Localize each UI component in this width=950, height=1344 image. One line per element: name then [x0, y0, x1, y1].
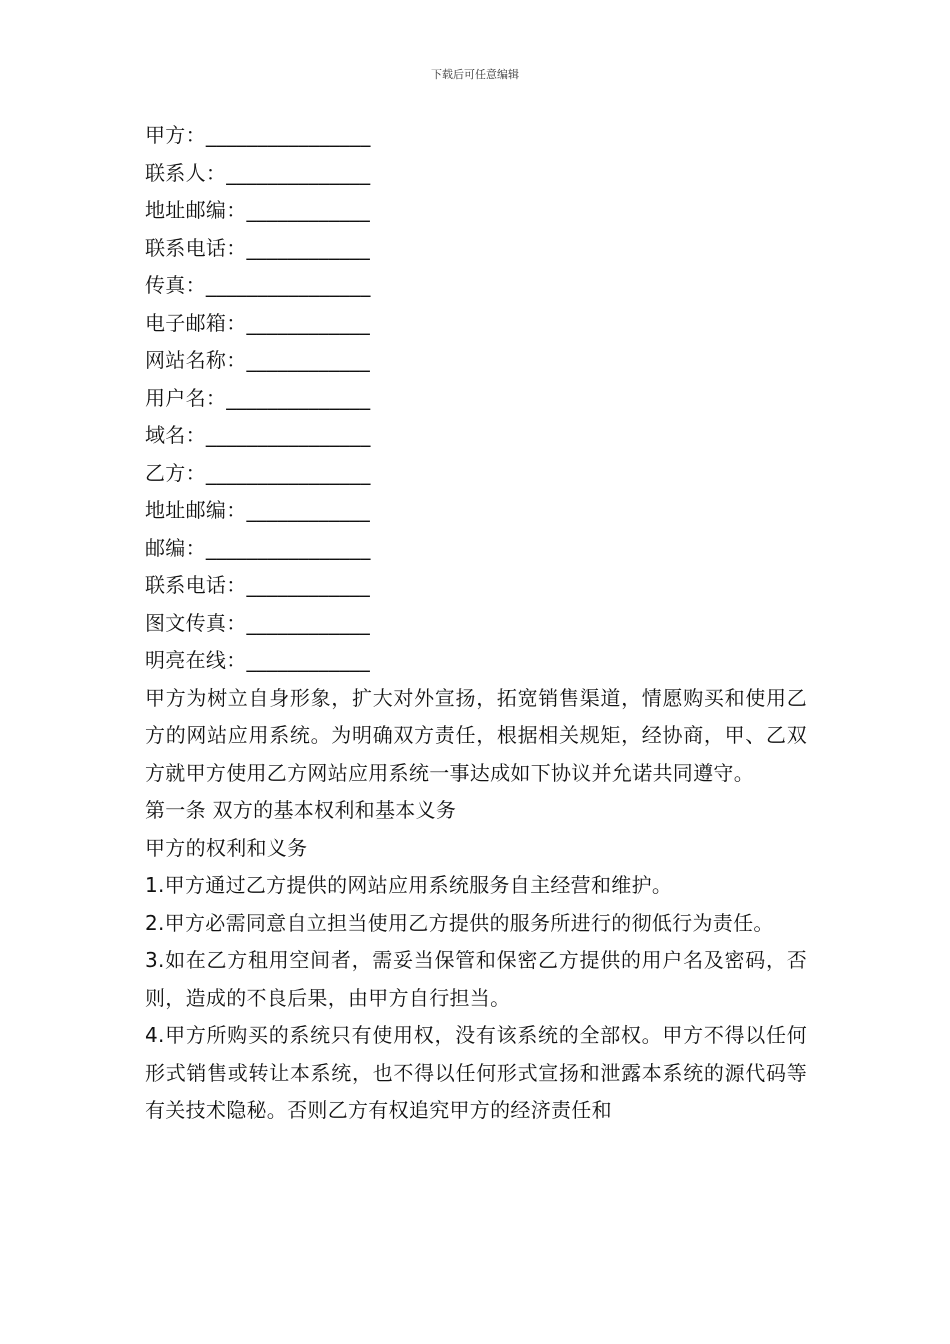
- page-header-note: 下载后可任意编辑: [431, 68, 519, 81]
- form-field-row: [145, 455, 807, 493]
- form-field-row: [145, 117, 807, 155]
- field-blank-line: ______________: [226, 385, 371, 410]
- form-field-row: [145, 267, 807, 305]
- field-blank-line: ________________: [205, 535, 371, 560]
- form-field-row: [145, 192, 807, 230]
- field-label: 地址邮编：: [145, 498, 247, 522]
- field-blank-line: ________________: [205, 123, 371, 147]
- field-blank-line: ____________: [246, 198, 371, 222]
- field-label: 明亮在线：: [145, 648, 247, 672]
- field-blank-line: ______________: [226, 160, 371, 185]
- field-blank-line: ____________: [246, 573, 371, 597]
- form-field-row: [145, 642, 807, 680]
- field-label: 用户名：: [145, 385, 227, 410]
- form-field-row: [145, 605, 807, 643]
- article-1-title: 第一条 双方的基本权利和基本义务: [145, 798, 457, 822]
- field-blank-line: ________________: [205, 423, 371, 447]
- field-blank-line: ____________: [246, 498, 371, 522]
- field-blank-line: ____________: [246, 310, 371, 335]
- form-field-row: [145, 492, 807, 530]
- form-field-row: [145, 230, 807, 268]
- field-blank-line: ____________: [246, 348, 371, 372]
- contact-field-list: [145, 117, 807, 680]
- field-label: 联系人：: [145, 160, 227, 185]
- field-label: 地址邮编：: [145, 198, 247, 222]
- field-blank-line: ____________: [246, 610, 371, 635]
- form-field-row: [145, 380, 807, 418]
- field-blank-line: ____________: [246, 648, 371, 672]
- field-blank-line: ________________: [205, 273, 371, 297]
- clause-1: 1.甲方通过乙方提供的网站应用系统服务自主经营和维护。: [145, 873, 673, 897]
- clause-4: 4.甲方所购买的系统只有使用权，没有该系统的全部权。甲方不得以任何形式销售或转让本系统，也不得以任何形式宣扬和泄露本系统的源代码等有关技术隐秘。否则乙方有权追究甲方的经济责任和: [145, 1023, 807, 1122]
- party-a-rights-title: 甲方的权利和义务: [145, 835, 308, 860]
- field-label: 电子邮箱：: [145, 310, 247, 335]
- form-field-row: [145, 417, 807, 455]
- form-field-row: [145, 305, 807, 343]
- field-label: 联系电话：: [145, 235, 247, 260]
- clause-2: 2.甲方必需同意自立担当使用乙方提供的服务所进行的彻低行为责任。: [145, 910, 774, 935]
- field-label: 图文传真：: [145, 610, 247, 635]
- form-field-row: [145, 342, 807, 380]
- field-label: 乙方：: [145, 460, 206, 485]
- field-label: 联系电话：: [145, 573, 247, 597]
- document-body: [145, 117, 807, 1130]
- form-field-row: [145, 530, 807, 568]
- field-blank-line: ________________: [205, 460, 371, 485]
- form-field-row: [145, 567, 807, 605]
- field-label: 传真：: [145, 273, 206, 297]
- field-label: 域名：: [145, 423, 206, 447]
- field-label: 邮编：: [145, 535, 206, 560]
- field-blank-line: ____________: [246, 235, 371, 260]
- intro-paragraph: 甲方为树立自身形象，扩大对外宣扬，拓宽销售渠道，情愿购买和使用乙方的网站应用系统。为明确双方责任，根据相关规矩，经协商，甲、乙双方就甲方使用乙方网站应用系统一事达成如下协议并允诺共同遵守。: [145, 685, 807, 785]
- clause-3: 3.如在乙方租用空间者，需妥当保管和保密乙方提供的用户名及密码，否则，造成的不良后果，由甲方自行担当。: [145, 948, 807, 1010]
- field-label: 甲方：: [145, 123, 206, 147]
- field-label: 网站名称：: [145, 348, 247, 372]
- form-field-row: [145, 155, 807, 193]
